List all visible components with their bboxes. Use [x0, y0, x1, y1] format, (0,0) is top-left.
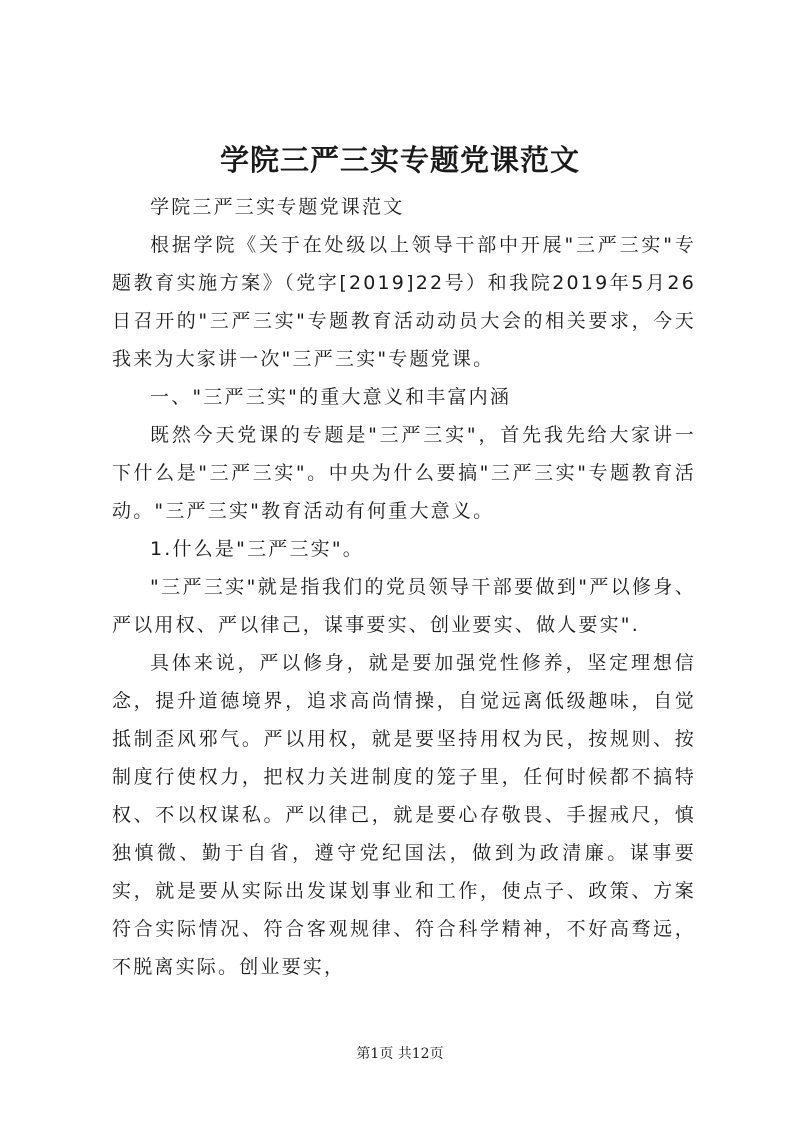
paragraph-explanation: 具体来说，严以修身，就是要加强党性修养，坚定理想信念，提升道德境界，追求高尚情操，自觉远离低级趣味，自觉抵制歪风邪气。严以用权，就是要坚持用权为民，按规则、按制度行使权力，把权力关进制度的笼子里，任何时候都不搞特权、不以权谋私。严以律己，就是要心存敬畏、手握戒尺，慎独慎微、勤于自省，遵守党纪国法，做到为政清廉。谋事要实，就是要从实际出发谋划事业和工作，使点子、政策、方案符合实际情况、符合客观规律、符合科学精神，不好高骛远，不脱离实际。创业要实，	[112, 652, 696, 978]
page-footer: 第1页 共12页	[356, 1046, 444, 1062]
paragraph-subtitle: 学院三严三实专题党课范文	[150, 196, 405, 218]
document-body	[112, 188, 696, 986]
paragraph-definition: "三严三实"就是指我们的党员领导干部要做到"严以修身、严以用权、严以律己，谋事要实、创业要实、做人要实".	[112, 576, 696, 636]
paragraph-section-intro: 既然今天党课的专题是"三严三实"，首先我先给大家讲一下什么是"三严三实"。中央为什么要搞"三严三实"专题教育活动。"三严三实"教育活动有何重大意义。	[112, 424, 696, 522]
section-heading-1: 一、"三严三实"的重大意义和丰富内涵	[150, 386, 512, 408]
paragraph-intro: 根据学院《关于在处级以上领导干部中开展"三严三实"专题教育实施方案》（党字[2019]22号）和我院2019年5月26日召开的"三严三实"专题教育活动动员大会的相关要求，今天我来为大家讲一次"三严三实"专题党课。	[112, 234, 696, 370]
subsection-heading-1: 1.什么是"三严三实"。	[150, 538, 365, 560]
document-title: 学院三严三实专题党课范文	[219, 143, 580, 177]
